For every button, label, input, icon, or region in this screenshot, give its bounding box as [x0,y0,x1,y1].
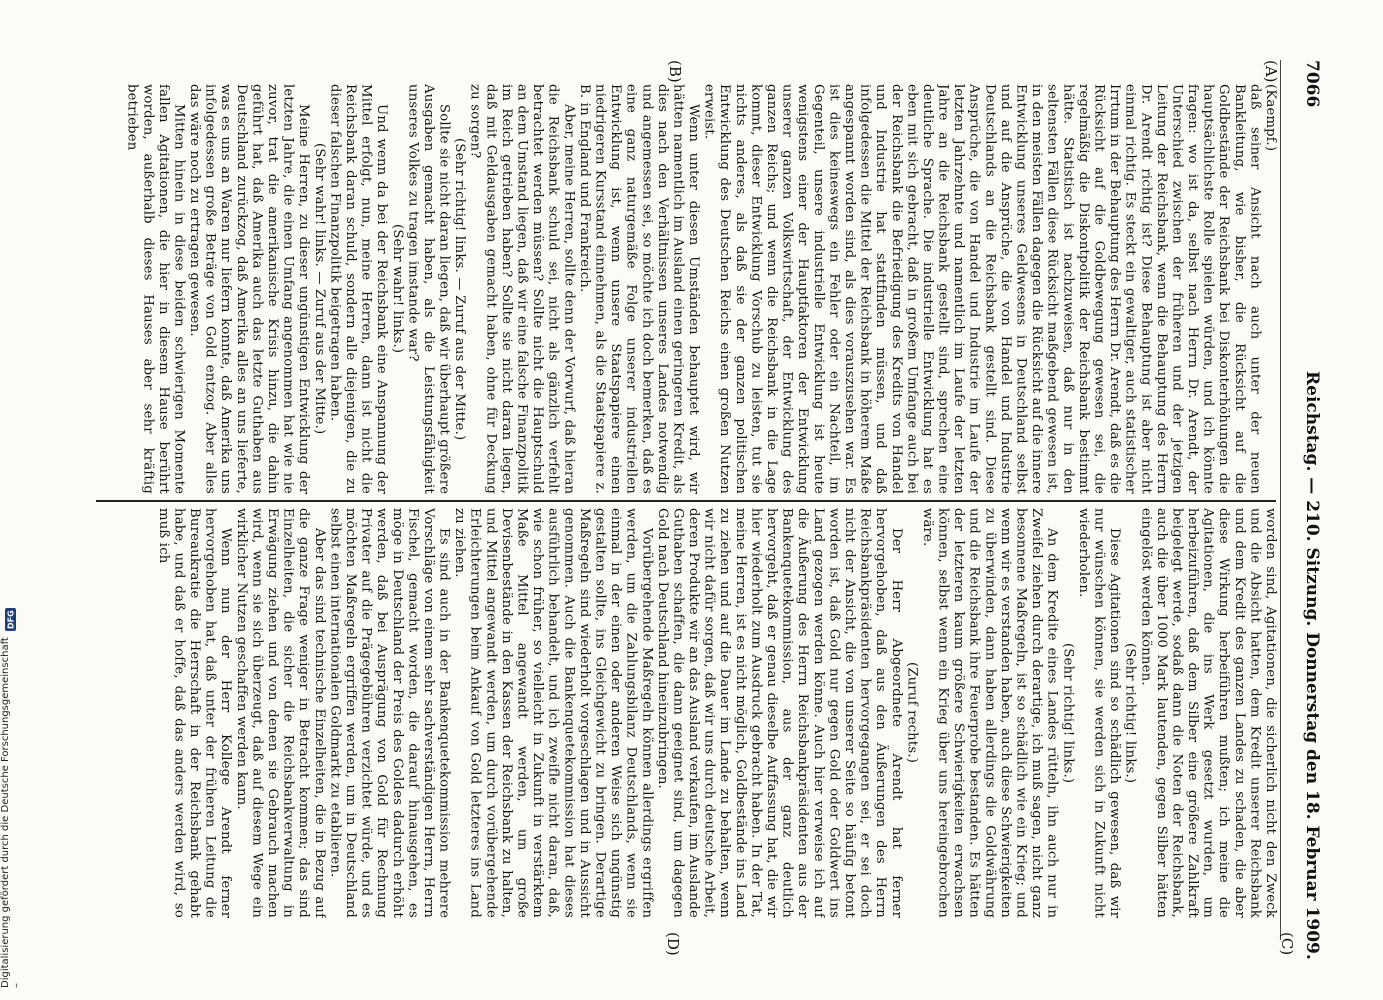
credit-text: Digitalisierung gefördert durch die Deutsche Forschungsgemeinschaft – [0,637,22,988]
margin-letter-c: (C) [1278,932,1296,956]
paragraph: Aber, meine Herren, sollte denn der Vorwurf, daß hieran die Reichsbank schuld sei, nicht als gänzlich verfehlt betrachtet werden müssen? Sollte nicht die Hauptschuld an dem Umstand liegen, daß wir eine falsche Finanzpolitik im Reich getrieben haben? Sollte sie nicht daran liegen, daß mit Geldausgaben gemacht haben, ohne für Deckung zu sorgen? [467,84,577,494]
interjection: (Zuruf rechts.) [904,662,920,764]
dfg-logo-icon: DFG [6,610,16,629]
paragraph: Diese Agitationen sind so schädlich gewesen, daß wir nur wünschen können, sie werden sich in Zukunft nicht wiederholen. [1075,508,1123,918]
paragraph: worden sind, Agitationen, die sicherlich nicht den Zweck und die Absicht hatten, dem Kredit unserer Reichsbank und dem Kredit des ganzen Landes zu schaden, die aber diese Wirkung herbeiführen mußten; ich meine die Agitationen, die ins Werk gesetzt wurden, um herbeizuführen, daß dem Silber eine größere Zahlkraft beigelegt werde, sodaß dann die Noten der Reichsbank, auch die über 1000 Mark lautenden, gegen Silber hätten eingelöst werden können. [1138,508,1278,918]
speaker-name: (Kaempf.) [1263,84,1278,152]
paragraph: Sollte sie nicht daran liegen, daß wir überhaupt größere Ausgaben gemacht haben, als die Leistungsfähigkeit unseres Volkes zu tragen imstande war? [405,84,452,494]
paragraph: Und wenn da bei der Reichsbank eine Anspannung der Mittel erfolgt, nun, meine Herren, dann ist nicht die Reichsbank daran schuld, sondern alle diejenigen, die zu dieser falschen Finanzpolitik beigetragen haben. [327,84,390,494]
paragraph: An dem Kredite eines Landes rütteln, ihn auch nur in Zweifel ziehen durch derartige, ich muß sagen, nicht ganz besonnene Maßregeln, ist so schädlich wie ein Krieg; und wenn wir es verstanden haben, auch diese Schwierigkeiten zu überwinden, dann haben allerdings die Goldwährung und die Reichsbank ihre Feuerprobe bestanden. Es hätten der letzteren kaum größere Schwierigkeiten erwachsen können, selbst wenn ein Krieg über uns hereingebrochen wäre. [919,508,1060,918]
header-rule [1280,60,1281,940]
paragraph: Vorübergehende Maßregeln können allerdings ergriffen werden, um die Zahlungsbilanz Deutschlands, wenn sie einmal in der einen oder anderen Weise sich ungünstig gestalten sollte, ins Gleichgewicht zu bringen. Derartige Maßregeln sind wiederholt vorgeschlagen und in Aussicht genommen. Auch die Bankenquetekommission hat dieses ausführlich behandelt, und ich zweifle nicht daran, daß, wie schon früher, so vielleicht in Zukunft in verstärktem Maße Mittel angewandt werden, um große Devisenbestände in den Kassen der Reichsbank zu halten, und Mittel angewandt werden, um durch vorübergehende Erleichterungen beim Ankauf von Gold letzteres ins Land zu ziehen. [452,508,655,918]
page-header [1296,60,1322,960]
paragraph: Wenn unter diesen Umständen behauptet wird, wir hätten namentlich im Ausland einen geringeren Kredit, als dies nach den Verhältnissen unseres Landes notwendig und angemessen sei, so möchte ich doch bemerken, daß es eine ganz naturgemäße Folge unserer industriellen Entwicklung ist, wenn unsere Staatspapiere einen niedrigeren Kursstand einnehmen, als die Staatspapiere z. B. in England und Frankreich. [576,84,702,494]
digitization-credit [0,608,22,988]
interjection: (Sehr wahr! links.) [389,224,405,354]
paragraph: Wenn nun der Herr Kollege Arendt ferner hervorgehoben hat, daß unter der früheren Leitung die Bureaukratie die Herrschaft in der Reichsbank gehabt habe, und daß er hoffe, daß das anders werden wird, so muß ich [155,508,234,918]
paragraph: Mitten hinein in diese beiden schwierigen Momente fallen Agitationen, die hier in diesem Hause berührt worden, außerhalb dieses Hauses aber sehr kräftig betrieben [124,84,187,494]
margin-letter-a: (A) [1262,60,1280,83]
left-column [92,84,1278,494]
paragraph: Es sind auch in der Bankenquetekommission mehrere Vorschläge von einem sehr sachverständigen Herrn, Herrn Fischel, gemacht worden, die darauf hinausgehen, es möge in Deutschland der Preis des Goldes dadurch erhöht werden, daß bei Ausprägung von Gold für Rechnung Privater auf die Prägegebühren verzichtet würde, und es möchten Maßregeln ergriffen werden, um in Deutschland selbst einen internationalen Goldmarkt zu etablieren. [327,508,452,918]
interjection: (Sehr wahr! links. — Zuruf aus der Mitte.) [311,143,327,435]
right-column [92,508,1278,918]
interjection: (Sehr richtig! links. — Zuruf aus der Mitte.) [452,137,468,441]
interjection: (Sehr richtig! links.) [1060,642,1076,784]
paragraph: Aber das sind technische Einzelheiten, die in Bezug auf die ganze Frage weniger in Betracht kommen; das sind Einzelheiten, die sicher die Reichsbankverwaltung in Erwägung ziehen und von denen sie Gebrauch machen wird, wenn sie sich überzeugt, daß auf diesem Wege ein wirklicher Nutzen geschaffen werden kann. [233,508,327,918]
paragraph: Meine Herren, zu dieser ungünstigen Entwicklung der letzten Jahre, die einen Umfang angenommen hat wie nie zuvor, trat die amerikanische Krisis hinzu, die dahin geführt hat, daß Amerika auch das letzte Guthaben aus Deutschland zurückzog, daß Amerika alles an uns lieferte, was es uns an Waren nur liefern konnte, daß Amerika uns infolgedessen große Beträge von Gold entzog. Aber alles das wäre noch zu ertragen gewesen. [187,84,312,494]
margin-letter-b: (B) [666,60,684,83]
page-number: 7066 [1302,60,1322,108]
column-rule [96,500,1276,502]
paragraph: daß seiner Ansicht nach auch unter der neuen Bankleitung, wie bisher, die Rücksicht auf die Goldbestände der Reichsbank bei Diskonterhöhungen die hauptsächlichste Rolle spielen würden, und ich könnte fragen: wo ist da, selbst nach Herrn Dr. Arendt, der Unterschied zwischen der früheren und der jetzigen Leitung der Reichsbank, wenn die Behauptung des Herrn Dr. Arendt richtig ist? Diese Behauptung ist aber nicht einmal richtig. Es steckt ein gewaltiger, auch statistischer Irrtum in der Behauptung des Herrn Dr. Arendt, daß es die Rücksicht auf die Goldbewegung gewesen sei, die regelmäßig die Diskontpolitik der Reichsbank bestimmt hätte. Statistisch ist nachzuweisen, daß nur in den seltensten Fällen diese Rücksicht maßgebend gewesen ist, in den meisten Fällen dagegen die Rücksicht auf die innere Entwicklung unseres Geldwesens in Deutschland selbst und auf die Ansprüche, die von Handel und Industrie Deutschlands an die Reichsbank gestellt sind. Diese Ansprüche, die von Handel und Industrie im Laufe der letzten Jahrzehnte und namentlich im Laufe der letzten Jahre an die Reichsbank gestellt sind, sprechen eine deutliche Sprache. Die industrielle Entwicklung hat es eben mit sich gebracht, daß in großem Umfange auch bei der Reichsbank die Befriedigung des Kredits von Handel und Industrie hat stattfinden müssen, und daß infolgedessen die Mittel der Reichsbank in höherem Maße angespannt worden sind, als dies vorauszusehen war. Es ist dies keineswegs ein Fehler oder ein Nachteil, im Gegenteil, unsere industrielle Entwicklung ist heute wenigstens einer der Hauptfaktoren der Entwicklung unserer ganzen Volkswirtschaft, der Entwicklung des ganzen Reichs; und wenn die Reichsbank in die Lage kommt, dieser Entwicklung Vorschub zu leisten, tut sie nichts anderes, als daß sie der ganzen politischen Entwicklung des Deutschen Reichs einen großen Nutzen erweist. [701,84,1263,494]
interjection: (Sehr richtig! links.) [1122,642,1138,784]
margin-letter-d: (D) [664,932,682,956]
page-title: Reichstag. — 210. Sitzung. Donnerstag den 18. Februar 1909. [1302,371,1322,960]
paragraph: Der Herr Abgeordnete Arendt hat ferner hervorgehoben, daß aus den Äußerungen des Herrn Reichsbankpräsidenten hervorgegangen sei, er sei doch nicht der Ansicht, die von unserer Seite so häufig betont worden ist, daß Gold nur gegen Gold oder Goldwert ins Land gezogen werden könne. Auch hier verweise ich auf die Äußerung des Herrn Reichsbankpräsidenten aus der Bankenquetekommission, aus der ganz deutlich hervorgeht, daß er genau dieselbe Auffassung hat, die wir hier wiederholt zum Ausdruck gebracht haben. In der Tat, meine Herren, ist es nicht möglich, Goldbestände ins Land zu ziehen und auf die Dauer im Lande zu behalten, wenn wir nicht dafür sorgen, daß wir uns durch deutsche Arbeit, deren Produkte wir an das Ausland verkaufen, im Auslande Guthaben schaffen, die dann geeignet sind, um dagegen Gold nach Deutschland hineinzubringen. [654,508,904,918]
